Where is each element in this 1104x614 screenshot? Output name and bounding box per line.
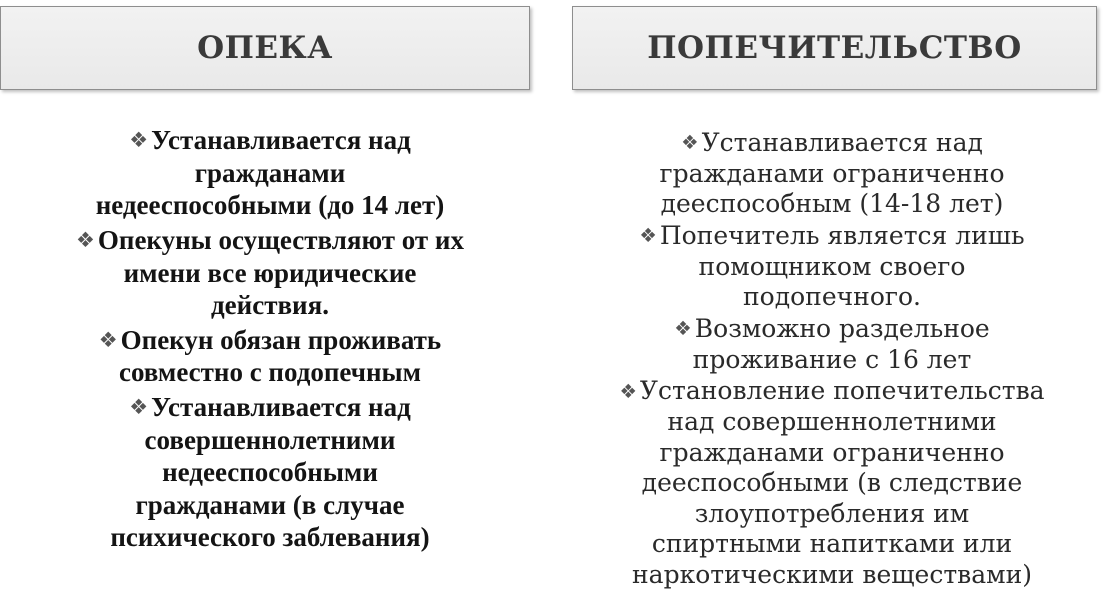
list-item-text: недееспособными: [162, 457, 378, 488]
list-item-line: [0, 124, 540, 157]
list-item-line: [560, 314, 1104, 345]
list-item-text: помощником своего: [698, 251, 966, 281]
list-item-text: спиртными напитками или: [651, 529, 1013, 559]
list-item-line: [560, 407, 1104, 438]
list-item-line: [560, 376, 1104, 407]
list-item-line: [560, 345, 1104, 376]
list-item-line: [0, 456, 540, 489]
column-header-curatorship: ПОПЕЧИТЕЛЬСТВО: [572, 6, 1097, 90]
list-item-text: гражданами ограниченно: [659, 158, 1005, 188]
list-item-line: [0, 391, 540, 424]
list-item-text: над совершеннолетними: [667, 407, 997, 437]
list-item-line: [0, 257, 540, 290]
list-item-text: Устанавливается над: [151, 125, 411, 155]
list-item-text: проживание с 16 лет: [692, 344, 972, 374]
column-header-guardianship: ОПЕКА: [0, 6, 530, 90]
list-item: [0, 224, 540, 322]
list-item-text: Попечитель является лишь: [659, 220, 1025, 250]
list-item-text: совместно с подопечным: [119, 357, 421, 388]
list-item-text: дееспособным (14-18 лет): [660, 189, 1004, 219]
list-item: [0, 324, 540, 389]
list-item-line: [0, 224, 540, 257]
list-item-text: гражданами ограниченно: [659, 437, 1005, 467]
list-item-line: [0, 189, 540, 222]
diamond-bullet-icon: ❖: [681, 131, 699, 155]
diamond-bullet-icon: ❖: [639, 224, 657, 248]
list-item-text: дееспособными (в следствие: [641, 468, 1023, 498]
list-item-text: Установление попечительства: [639, 376, 1045, 406]
diamond-bullet-icon: ❖: [76, 227, 95, 253]
list-item-text: Опекуны осуществляют от их: [97, 224, 464, 255]
diamond-bullet-icon: ❖: [674, 317, 692, 341]
list-item: [560, 314, 1104, 375]
list-item-text: Возможно раздельное: [694, 313, 990, 343]
list-item-line: [560, 159, 1104, 190]
diamond-bullet-icon: ❖: [129, 394, 149, 420]
list-item: [0, 391, 540, 554]
list-item-line: [560, 438, 1104, 469]
list-item-text: недееспособными (до 14 лет): [95, 190, 445, 221]
curatorship-list: [560, 128, 1104, 591]
list-item-line: [560, 529, 1104, 560]
diamond-bullet-icon: ❖: [98, 326, 118, 352]
list-item-text: злоупотребления им: [694, 498, 970, 528]
list-item-text: действия.: [211, 290, 329, 321]
list-item-line: [0, 489, 540, 522]
list-item-text: совершеннолетними: [144, 424, 396, 455]
list-item-line: [560, 560, 1104, 591]
list-item-text: Опекун обязан проживать: [120, 324, 442, 355]
list-item-line: [0, 424, 540, 457]
list-item-text: наркотическими веществами): [632, 559, 1032, 589]
list-item-text: Устанавливается над: [151, 391, 411, 422]
list-item-text: психического заблевания): [110, 522, 430, 553]
list-item-line: [560, 499, 1104, 530]
list-item-text: Устанавливается над: [701, 128, 983, 157]
list-item-line: [560, 189, 1104, 220]
list-item-line: [560, 282, 1104, 313]
list-item-line: [0, 289, 540, 322]
list-item-text: гражданами (в случае: [135, 489, 405, 520]
diamond-bullet-icon: ❖: [129, 127, 149, 153]
guardianship-list: [0, 124, 540, 556]
list-item: [560, 221, 1104, 313]
list-item-text: подопечного.: [743, 282, 921, 312]
list-item: [560, 128, 1104, 220]
list-item-line: [560, 128, 1104, 159]
list-item-text: имени все юридические: [123, 257, 417, 288]
list-item-line: [0, 157, 540, 190]
list-item-line: [560, 468, 1104, 499]
list-item: [0, 124, 540, 222]
list-item-line: [560, 221, 1104, 252]
diamond-bullet-icon: ❖: [619, 379, 637, 403]
list-item-line: [0, 521, 540, 554]
list-item-text: гражданами: [194, 157, 346, 188]
list-item-line: [0, 324, 540, 357]
list-item: [560, 376, 1104, 590]
list-item-line: [560, 252, 1104, 283]
list-item-line: [0, 356, 540, 389]
